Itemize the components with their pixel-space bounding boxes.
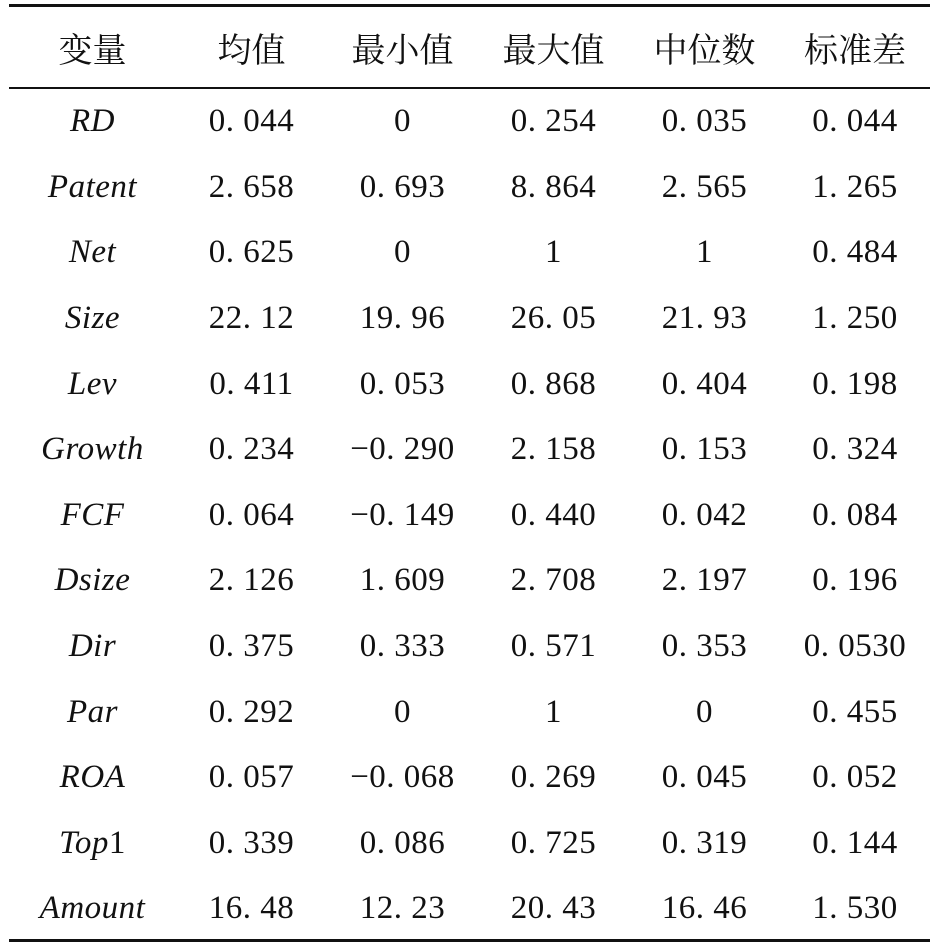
- cell-mean: 16. 48: [208, 890, 295, 927]
- variable-name: Dsize: [54, 562, 131, 599]
- cell-sd: 0. 144: [812, 824, 898, 861]
- cell-mean: 0. 044: [208, 103, 295, 140]
- table-row: [9, 417, 930, 483]
- variable-name: FCF: [60, 496, 125, 533]
- cell-max: 8. 864: [510, 168, 597, 205]
- cell-max: 0. 571: [510, 628, 597, 665]
- variable-name: Size: [64, 300, 121, 337]
- cell-max: 0. 725: [510, 824, 597, 861]
- cell-min: −0. 290: [350, 431, 455, 468]
- cell-variable: [9, 87, 176, 155]
- table-row: [9, 614, 930, 680]
- cell-max: 2. 708: [510, 562, 597, 599]
- table-top-rule: [9, 4, 930, 7]
- cell-median: 0. 035: [661, 103, 748, 140]
- cell-mean: 0. 064: [208, 496, 295, 533]
- variable-name: Amount: [39, 890, 146, 927]
- cell-sd: 0. 324: [812, 431, 898, 468]
- cell-variable: [9, 220, 176, 286]
- cell-min: 0. 693: [359, 168, 446, 205]
- table-row: [9, 679, 930, 745]
- cell-min: 0. 086: [359, 824, 446, 861]
- cell-sd: 1. 530: [812, 890, 898, 927]
- cell-median: 21. 93: [661, 300, 748, 337]
- cell-min: 0. 333: [359, 628, 446, 665]
- table-body: [9, 87, 930, 942]
- cell-min: 19. 96: [359, 300, 446, 337]
- cell-sd: 0. 455: [812, 693, 898, 730]
- cell-mean: 2. 126: [208, 562, 295, 599]
- cell-median: 0. 042: [661, 496, 748, 533]
- cell-median: 1: [696, 234, 713, 271]
- variable-name: Patent: [47, 168, 138, 205]
- variable-name: Net: [68, 234, 117, 271]
- cell-median: 2. 565: [661, 168, 748, 205]
- table-row: [9, 745, 930, 811]
- variable-name: Par: [67, 693, 118, 730]
- cell-min: −0. 149: [350, 496, 455, 533]
- cell-min: 0. 053: [359, 365, 446, 402]
- variable-name: RD: [70, 103, 115, 140]
- cell-mean: 22. 12: [208, 300, 295, 337]
- header-median: 中位数: [653, 31, 756, 71]
- cell-median: 0. 045: [661, 759, 748, 796]
- cell-mean: 0. 375: [208, 628, 295, 665]
- cell-max: 2. 158: [510, 431, 597, 468]
- cell-median: 0. 319: [661, 824, 748, 861]
- cell-mean: 0. 234: [208, 431, 295, 468]
- cell-min: 1. 609: [359, 562, 446, 599]
- table-row: [9, 286, 930, 352]
- cell-sd: 0. 196: [812, 562, 898, 599]
- cell-mean: 0. 625: [208, 234, 295, 271]
- cell-max: 1: [545, 234, 562, 271]
- cell-max: 20. 43: [510, 890, 597, 927]
- cell-min: 0: [394, 103, 411, 140]
- cell-variable: [9, 811, 176, 877]
- cell-median: 0: [696, 693, 713, 730]
- cell-mean: 0. 339: [208, 824, 295, 861]
- header-max: 最大值: [502, 31, 605, 71]
- table-row: [9, 351, 930, 417]
- descriptive-statistics-table: [9, 8, 930, 942]
- cell-max: 26. 05: [510, 300, 597, 337]
- cell-median: 2. 197: [661, 562, 748, 599]
- table-row: [9, 483, 930, 549]
- variable-name: Lev: [67, 365, 118, 402]
- table-row: [9, 220, 930, 286]
- cell-min: −0. 068: [350, 759, 455, 796]
- cell-min: 12. 23: [359, 890, 446, 927]
- cell-min: 0: [394, 234, 411, 271]
- cell-sd: 0. 044: [812, 103, 898, 140]
- cell-sd: 0. 198: [812, 365, 898, 402]
- cell-max: 1: [545, 693, 562, 730]
- cell-min: 0: [394, 693, 411, 730]
- cell-sd: 0. 084: [812, 496, 898, 533]
- variable-name: Growth: [41, 431, 144, 468]
- header-row: [9, 8, 930, 87]
- cell-sd: 1. 250: [812, 300, 898, 337]
- cell-max: 0. 868: [510, 365, 597, 402]
- header-mean: 均值: [217, 31, 286, 71]
- header-variable: 变量: [58, 31, 127, 71]
- cell-variable: [9, 679, 176, 745]
- cell-median: 16. 46: [661, 890, 748, 927]
- cell-median: 0. 153: [661, 431, 748, 468]
- cell-max: 0. 440: [510, 496, 597, 533]
- cell-max: 0. 254: [510, 103, 597, 140]
- cell-sd: 0. 0530: [803, 628, 907, 665]
- cell-variable: [9, 876, 176, 942]
- cell-median: 0. 353: [661, 628, 748, 665]
- table-row: [9, 876, 930, 942]
- variable-name: Top: [59, 824, 109, 861]
- cell-sd: 1. 265: [812, 168, 898, 205]
- cell-variable: [9, 286, 176, 352]
- cell-max: 0. 269: [510, 759, 597, 796]
- cell-variable: [9, 155, 176, 221]
- table-row: [9, 548, 930, 614]
- cell-variable: [9, 745, 176, 811]
- cell-median: 0. 404: [661, 365, 748, 402]
- header-sd: 标准差: [804, 31, 906, 71]
- cell-mean: 0. 292: [208, 693, 295, 730]
- cell-variable: [9, 351, 176, 417]
- table-row: [9, 87, 930, 155]
- cell-variable: [9, 483, 176, 549]
- variable-suffix: 1: [108, 824, 126, 861]
- cell-variable: [9, 614, 176, 680]
- variable-name: ROA: [59, 759, 126, 796]
- header-min: 最小值: [351, 31, 454, 71]
- table-row: [9, 811, 930, 877]
- cell-mean: 2. 658: [208, 168, 295, 205]
- cell-variable: [9, 548, 176, 614]
- table-row: [9, 155, 930, 221]
- cell-variable: [9, 417, 176, 483]
- cell-mean: 0. 411: [209, 365, 294, 402]
- cell-sd: 0. 052: [812, 759, 898, 796]
- cell-sd: 0. 484: [812, 234, 898, 271]
- cell-mean: 0. 057: [208, 759, 295, 796]
- variable-name: Dir: [68, 628, 117, 665]
